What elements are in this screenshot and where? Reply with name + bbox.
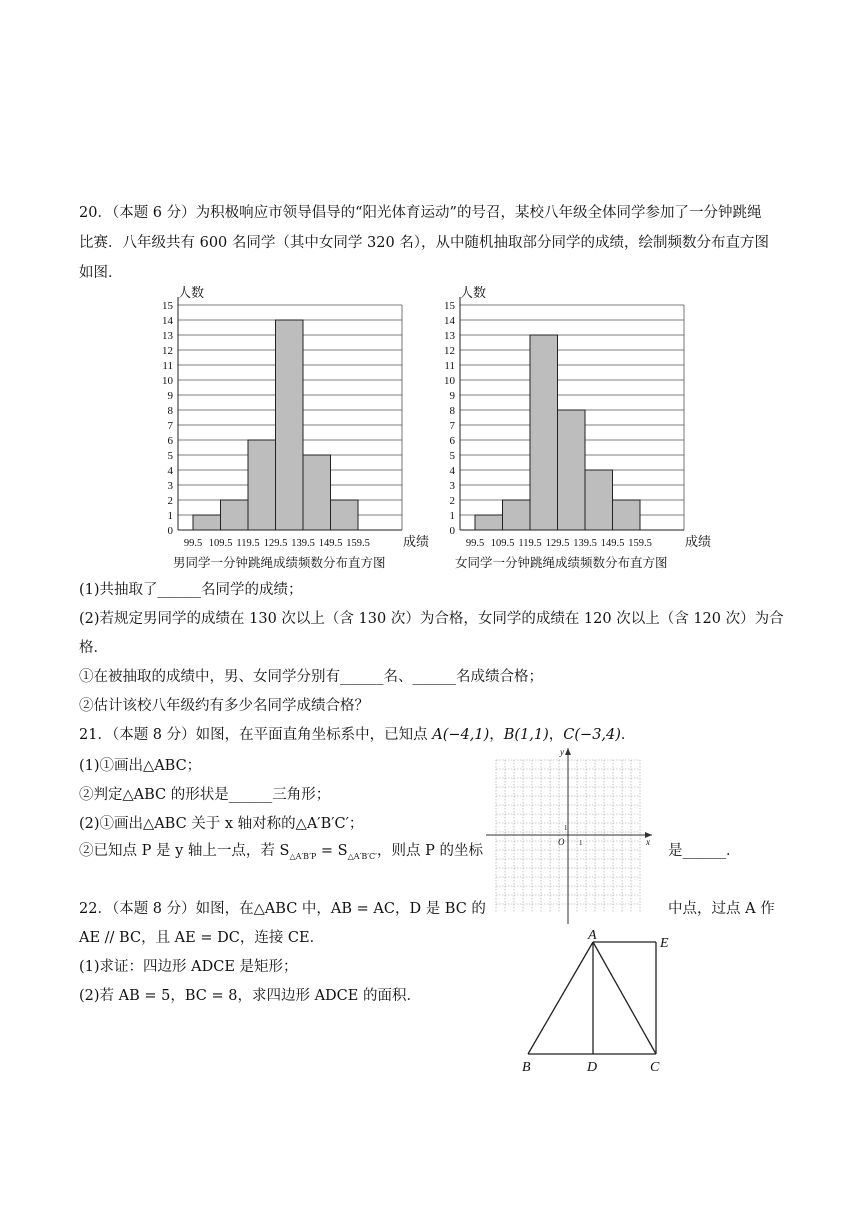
x-tick-label: 99.5 — [183, 538, 203, 549]
q22-s2: (2)若 AB = 5，BC = 8，求四边形 ADCE 的面积． — [79, 988, 421, 1004]
s4a: ②已知点 P 是 y 轴上一点，若 S — [79, 843, 290, 859]
y-tick-label: 6 — [449, 435, 455, 447]
q20-line3: 如图． — [79, 265, 123, 281]
q20-line2: 比赛．八年级共有 600 名同学（其中女同学 320 名），从中随机抽取部分同学的成绩，绘制频数分布直方图 — [79, 235, 770, 251]
y-tick-label: 14 — [162, 315, 173, 327]
y-tick-label: 0 — [167, 525, 173, 537]
s4-mid: = S — [316, 843, 348, 859]
y-tick-label: 15 — [162, 300, 173, 312]
label-a: A — [588, 928, 597, 943]
x-tick-label: 119.5 — [518, 538, 542, 549]
y-tick-label: 10 — [162, 375, 173, 387]
sep2: ， — [548, 727, 564, 743]
q20-sub2a: (2)若规定男同学的成绩在 130 次以上（含 130 次）为合格，女同学的成绩在 120 次以上（含 120 次）为合 — [79, 611, 784, 627]
s4b: ，则点 P 的坐标 — [376, 843, 483, 859]
histogram-bar — [248, 440, 276, 530]
x-axis-label: 成绩 — [685, 535, 712, 550]
histogram-bar — [475, 515, 503, 530]
y-tick-label: 5 — [449, 450, 455, 462]
x-tick-label: 129.5 — [263, 538, 288, 549]
histogram-bar — [276, 320, 304, 530]
x-tick-label: 109.5 — [208, 538, 233, 549]
x-tick-label: 149.5 — [600, 538, 625, 549]
y-tick-label: 13 — [162, 330, 173, 342]
y-tick-label: 8 — [449, 405, 455, 417]
histogram-bar — [193, 515, 221, 530]
y-tick-label: 7 — [449, 420, 455, 432]
q21-line1 — [79, 725, 635, 745]
q22-line1a: 22．（本题 8 分）如图，在△ABC 中，AB = AC，D 是 BC 的 — [79, 901, 486, 917]
x-tick-label: 139.5 — [291, 538, 315, 549]
male-histogram — [140, 282, 430, 574]
histogram-bar — [331, 500, 359, 530]
s4-sub2: △A′B′C′ — [347, 851, 377, 861]
sep1: ， — [489, 727, 504, 743]
y-tick-label: 5 — [167, 450, 173, 462]
y-tick-label: 14 — [444, 315, 455, 327]
q21-s4 — [79, 841, 483, 867]
q21-s2: ②判定△ABC 的形状是______三角形； — [79, 787, 331, 803]
q20-sub2b: 格． — [79, 640, 108, 656]
x-tick-label: 159.5 — [346, 538, 370, 549]
y-tick-label: 2 — [167, 495, 173, 507]
x-tick-label: 159.5 — [628, 538, 652, 549]
point-c: C(−3,4) — [563, 727, 621, 743]
y-tick-label: 12 — [444, 345, 455, 357]
histogram-bar — [585, 470, 613, 530]
y-tick-label: 4 — [449, 465, 455, 477]
y-tick-label: 9 — [449, 390, 455, 402]
q21-s4c: 是______． — [668, 843, 741, 859]
q21-s3: (2)①画出△ABC 关于 x 轴对称的△A′B′C′； — [79, 816, 364, 832]
x-tick-label: 109.5 — [490, 538, 515, 549]
side-ab — [528, 942, 593, 1054]
y-tick-label: 8 — [167, 405, 173, 417]
q20-sub2d: ②估计该校八年级约有多少名同学成绩合格？ — [79, 698, 369, 714]
chart-title: 男同学一分钟跳绳成绩频数分布直方图 — [173, 555, 386, 570]
q22-s1: (1)求证：四边形 ADCE 是矩形； — [79, 959, 298, 975]
y-axis-label: y — [560, 747, 564, 757]
x-tick-label: 99.5 — [465, 538, 485, 549]
q21-s1: (1)①画出△ABC； — [79, 758, 202, 774]
q22-line1b: 中点，过点 A 作 — [668, 901, 775, 917]
y-axis-arrow — [565, 748, 571, 755]
point-a: A(−4,1) — [432, 727, 490, 743]
y-tick-label: 7 — [167, 420, 173, 432]
side-ac — [593, 942, 656, 1054]
chart-title: 女同学一分钟跳绳成绩频数分布直方图 — [455, 555, 668, 570]
histogram-bar — [503, 500, 531, 530]
point-b: B(1,1) — [503, 727, 549, 743]
y-tick-label: 12 — [162, 345, 173, 357]
label-b: B — [522, 1060, 531, 1074]
histogram-bar — [303, 455, 331, 530]
y-tick-label: 1 — [167, 510, 173, 522]
x-tick-label: 139.5 — [573, 538, 597, 549]
histogram-bar — [530, 335, 558, 530]
histogram-bar — [221, 500, 249, 530]
q20-line1: 20．（本题 6 分）为积极响应市领导倡导的“阳光体育运动”的号召，某校八年级全体同学参加了一分钟跳绳 — [79, 205, 762, 221]
end: ． — [620, 727, 636, 743]
x-axis-label: 成绩 — [403, 535, 430, 550]
y-tick-label: 1 — [449, 510, 455, 522]
y-tick-label: 6 — [167, 435, 173, 447]
q20-sub2c: ①在被抽取的成绩中，男、女同学分别有______名、______名成绩合格； — [79, 669, 543, 685]
y-tick-label: 11 — [162, 360, 173, 372]
female-histogram — [422, 282, 712, 574]
x-tick-label: 129.5 — [545, 538, 570, 549]
q20-sub1: (1)共抽取了______名同学的成绩； — [79, 582, 303, 598]
y-tick-label: 0 — [449, 525, 455, 537]
histogram-bar — [558, 410, 586, 530]
s4-sub1: △A′B′P — [289, 851, 317, 861]
y-axis-label: 人数 — [460, 286, 487, 301]
y-tick-label: 15 — [444, 300, 455, 312]
label-d: D — [587, 1060, 598, 1074]
histogram-bar — [613, 500, 641, 530]
label-e: E — [660, 936, 669, 951]
y-tick-label: 11 — [444, 360, 455, 372]
label-c: C — [650, 1060, 660, 1074]
y-tick-label: 3 — [449, 480, 455, 492]
origin-label: O — [558, 837, 565, 847]
unit-label-x: 1 — [579, 839, 583, 847]
y-tick-label: 4 — [167, 465, 173, 477]
y-tick-label: 9 — [167, 390, 173, 402]
x-axis-label: x — [646, 837, 650, 847]
rectangle-figure — [516, 926, 676, 1074]
y-axis-label: 人数 — [178, 286, 205, 301]
x-tick-label: 149.5 — [318, 538, 343, 549]
y-tick-label: 3 — [167, 480, 173, 492]
q22-line2: AE // BC，且 AE = DC，连接 CE． — [79, 930, 325, 946]
y-tick-label: 13 — [444, 330, 455, 342]
x-tick-label: 119.5 — [236, 538, 260, 549]
q21-intro: 21．（本题 8 分）如图，在平面直角坐标系中，已知点 — [79, 727, 433, 743]
y-tick-label: 10 — [444, 375, 455, 387]
unit-label: 1 — [564, 824, 568, 832]
coordinate-grid — [486, 746, 656, 924]
y-tick-label: 2 — [449, 495, 455, 507]
